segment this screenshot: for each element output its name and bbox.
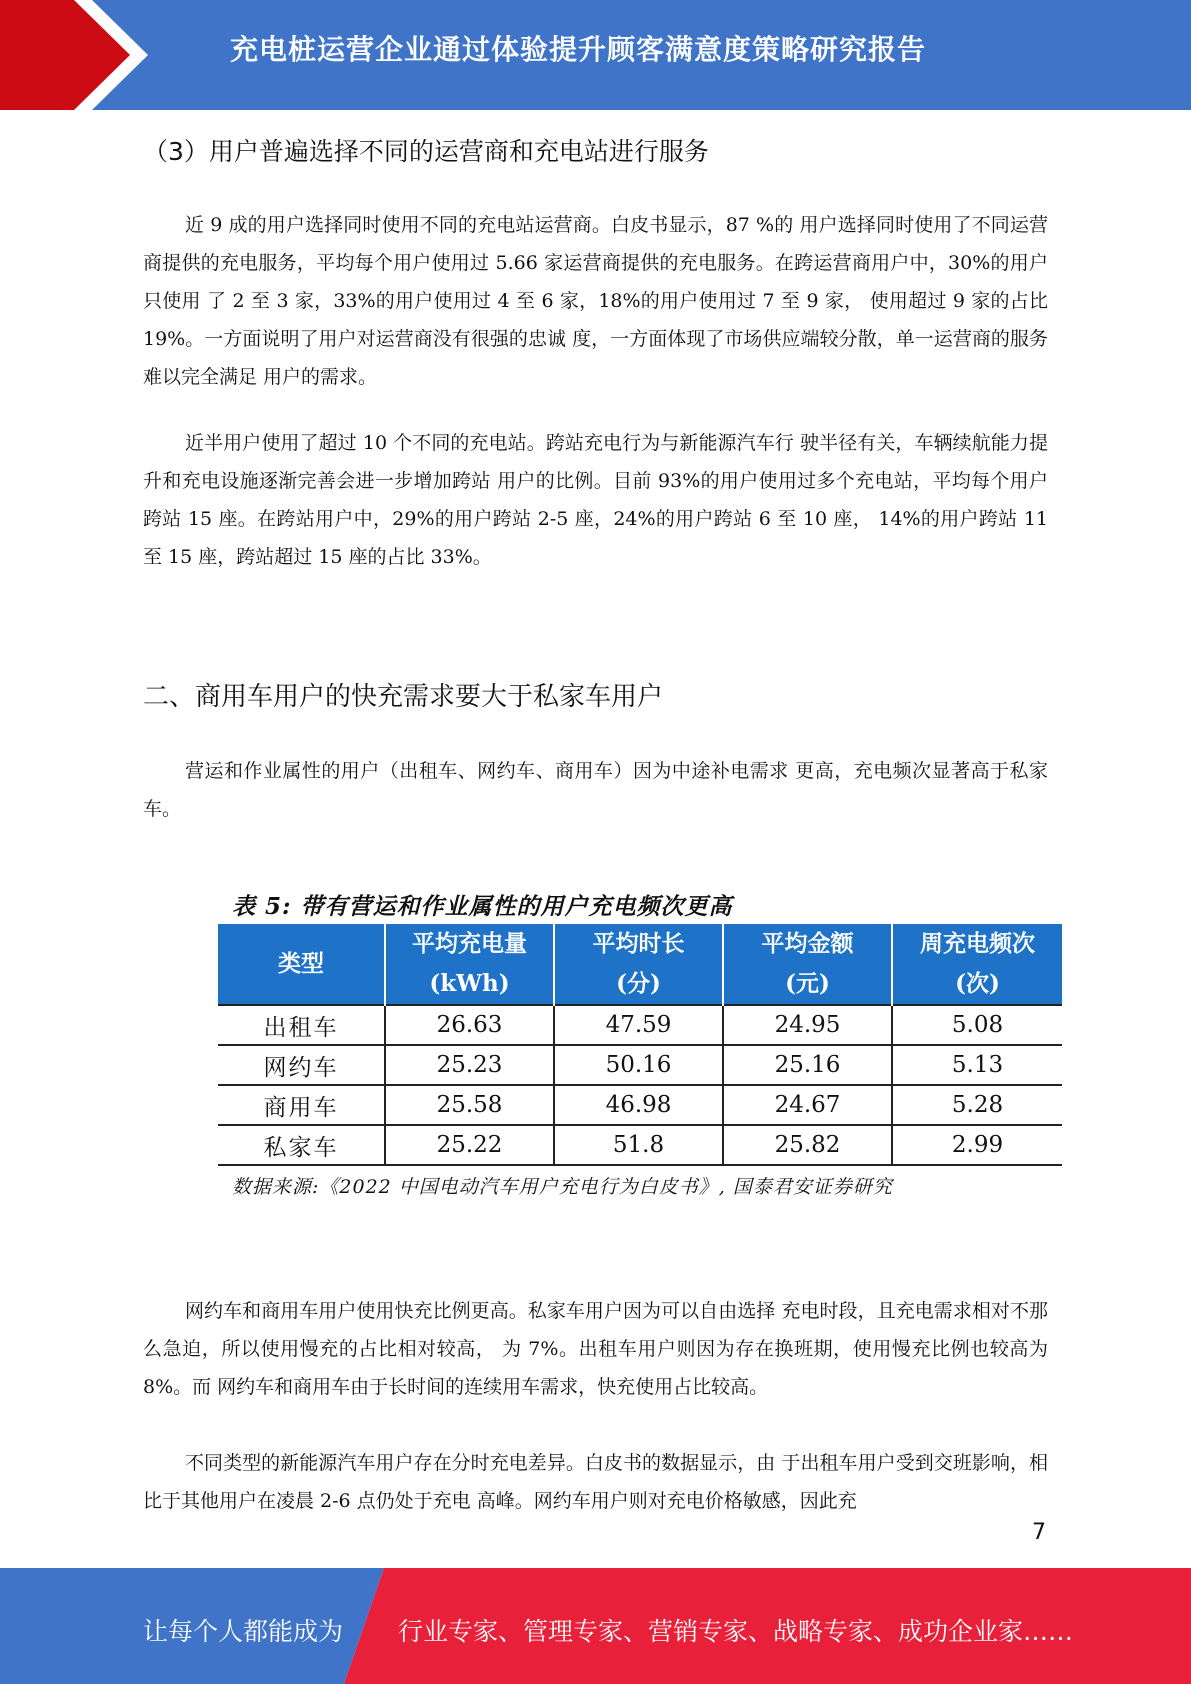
page-header xyxy=(0,0,1191,110)
subsection-heading: （3）用户普遍选择不同的运营商和充电站进行服务 xyxy=(143,137,709,166)
header-unit: (kWh) xyxy=(429,970,510,997)
paragraph-operators: 近 9 成的用户选择同时使用不同的充电站运营商。白皮书显示，87 %的 用户选择同时使用了不同运营商提供的充电服务，平均每个用户使用过 5.66 家运营商提供的充电服务。在跨运营商用户中，30%的用户只使用 了 2 至 3 家，33%的用户使用过 4 至 6 家，18%的用户使用过 7 至 9 家， 使用超过 9 家的占比 19%。一方面说明了用户对运营商没有很强的忠诚 度，一方面体现了市场供应端较分散，单一运营商的服务难以完全满足 用户的需求。 xyxy=(143,214,1048,388)
header-minutes xyxy=(554,924,723,1005)
footer-slogan-right: 行业专家、管理专家、营销专家、战略专家、成功企业家…… xyxy=(398,1617,1074,1646)
cell-kwh: 25.23 xyxy=(385,1045,554,1085)
header-arrow-logo xyxy=(0,0,160,110)
cell-frequency: 2.99 xyxy=(892,1125,1062,1165)
header-amount xyxy=(723,924,892,1005)
table-row xyxy=(218,1045,1062,1085)
header-kwh xyxy=(385,924,554,1005)
header-line: 类型 xyxy=(278,950,324,977)
cell-type: 私家车 xyxy=(218,1125,385,1165)
table-row xyxy=(218,1085,1062,1125)
header-unit: (元) xyxy=(785,970,830,997)
paragraph-fast-charging: 网约车和商用车用户使用快充比例更高。私家车用户因为可以自由选择 充电时段，且充电需求相对不那么急迫，所以使用慢充的占比相对较高， 为 7%。出租车用户则因为存在换班期，使用慢充比例也较高为 8%。而 网约车和商用车由于长时间的连续用车需求，快充使用占比较高。 xyxy=(143,1300,1048,1398)
cell-amount: 25.16 xyxy=(723,1045,892,1085)
cell-minutes: 50.16 xyxy=(554,1045,723,1085)
charging-frequency-table xyxy=(218,924,1062,1166)
cell-frequency: 5.28 xyxy=(892,1085,1062,1125)
cell-type: 网约车 xyxy=(218,1045,385,1085)
table-row xyxy=(218,1005,1062,1045)
section-heading: 二、商用车用户的快充需求要大于私家车用户 xyxy=(143,682,664,712)
footer-slogan-left: 让每个人都能成为 xyxy=(143,1617,344,1646)
cell-frequency: 5.08 xyxy=(892,1005,1062,1045)
cell-frequency: 5.13 xyxy=(892,1045,1062,1085)
header-unit: (分) xyxy=(616,970,661,997)
header-line: 平均充电量 xyxy=(412,930,527,957)
table-source-note: 数据来源:《2022 中国电动汽车用户充电行为白皮书》, 国泰君安证券研究 xyxy=(232,1176,893,1198)
cell-kwh: 25.58 xyxy=(385,1085,554,1125)
paragraph-stations: 近半用户使用了超过 10 个不同的充电站。跨站充电行为与新能源汽车行 驶半径有关，车辆续航能力提升和充电设施逐渐完善会进一步增加跨站 用户的比例。目前 93%的用户使用过多个充电站，平均每个用户跨站 15 座。在跨站用户中，29%的用户跨站 2-5 座，24%的用户跨站 6 至 10 座， 14%的用户跨站 11 至 15 座，跨站超过 15 座的占比 33%。 xyxy=(143,432,1048,568)
cell-minutes: 51.8 xyxy=(554,1125,723,1165)
report-title: 充电桩运营企业通过体验提升顾客满意度策略研究报告 xyxy=(230,33,927,66)
cell-amount: 24.95 xyxy=(723,1005,892,1045)
table-caption: 表 5: 带有营运和作业属性的用户充电频次更高 xyxy=(232,893,733,920)
cell-amount: 24.67 xyxy=(723,1085,892,1125)
page-footer xyxy=(0,1568,1191,1684)
cell-minutes: 46.98 xyxy=(554,1085,723,1125)
header-frequency xyxy=(892,924,1062,1005)
cell-type: 出租车 xyxy=(218,1005,385,1045)
cell-minutes: 47.59 xyxy=(554,1005,723,1045)
table-row xyxy=(218,1125,1062,1165)
paragraph-time-of-use: 不同类型的新能源汽车用户存在分时充电差异。白皮书的数据显示，由 于出租车用户受到交班影响，相比于其他用户在凌晨 2-6 点仍处于充电 高峰。网约车用户则对充电价格敏感，因此充 xyxy=(143,1452,1048,1512)
cell-kwh: 25.22 xyxy=(385,1125,554,1165)
paragraph-commercial-intro: 营运和作业属性的用户（出租车、网约车、商用车）因为中途补电需求 更高，充电频次显著高于私家车。 xyxy=(143,760,1048,820)
header-line: 周充电频次 xyxy=(920,930,1035,957)
header-line: 平均金额 xyxy=(761,930,854,957)
header-type xyxy=(218,924,385,1005)
cell-kwh: 26.63 xyxy=(385,1005,554,1045)
header-unit: (次) xyxy=(955,970,1000,997)
header-line: 平均时长 xyxy=(592,930,685,957)
page-number: 7 xyxy=(1032,1520,1046,1545)
cell-type: 商用车 xyxy=(218,1085,385,1125)
table-header-row xyxy=(218,924,1062,1005)
cell-amount: 25.82 xyxy=(723,1125,892,1165)
